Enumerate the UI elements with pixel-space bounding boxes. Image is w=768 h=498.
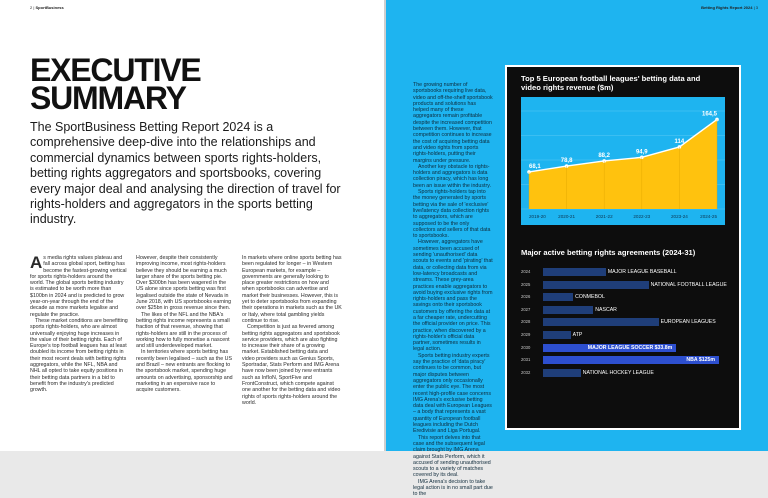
bar-row bbox=[521, 268, 725, 276]
x-tick-label: 2021-22 bbox=[595, 214, 613, 219]
bar-row bbox=[521, 293, 725, 301]
x-tick-label: 2022-23 bbox=[633, 214, 651, 219]
right-para: This report delves into that case and the subsequent legal claim brought by IMG Arena against Stats Perform, which it accused of sending unauthorised scouts to a variety of matches covered by its deal. bbox=[413, 434, 491, 479]
right-para: Another key obstacle to rights-holders and aggregators is data collection piracy, which has long been an issue within the industry. bbox=[413, 163, 491, 189]
agreement-bar bbox=[543, 281, 649, 289]
col2-para: However, despite their consistently improving income, most rights-holders believe they should be earning a much larger share of the sports betting pie. Over $300bn has been wagered in the US alone since sports betting was first legalised outside the state of Nevada in June 2018, with US sportsbooks earning over $25bn in gross revenue since then. bbox=[136, 255, 232, 312]
line-chart-title: Top 5 European football leagues' betting data and video rights revenue ($m) bbox=[521, 74, 701, 92]
col1-para: These market conditions are benefitting sports rights-holders, who are almost universally enjoying huge increases in the value of their betting rights. Each of Europe's top football leagues has at least doubled its income from betting rights in their most recent deals with betting rights aggregators, while the NFL, NBA and NHL all opted to take equity positions in their betting data partners in a bid to benefit from the industry's predicted growth. bbox=[30, 317, 128, 394]
body-column-1 bbox=[30, 255, 128, 440]
left-page-number: 2 bbox=[30, 5, 33, 10]
body-column-2 bbox=[136, 255, 234, 440]
data-label: 78,8 bbox=[560, 158, 573, 165]
col3-para: In markets where online sports betting has been regulated for longer – in Western European markets, for example – governments are generally looking to place greater restrictions on how and when sportsbooks can advertise and market their businesses. However, this is yet to deter sportsbooks from expanding their operations in markets such as the UK or Italy, where total gambling yields continue to rise. bbox=[242, 255, 342, 324]
page-title bbox=[30, 52, 201, 116]
bar-year-label: 2027 bbox=[521, 306, 531, 312]
data-label: 88,2 bbox=[598, 152, 611, 159]
data-label: 164,5 bbox=[701, 111, 717, 118]
agreement-label: NATIONAL HOCKEY LEAGUE bbox=[582, 369, 654, 376]
x-tick-label: 2024-25 bbox=[700, 214, 717, 219]
right-para: However, aggregators have sometimes been accused of sending 'unauthorised' data scouts to events and 'pirating' that data, or collecting data from via low-latency broadcasts and streams. These grey-area practices enable aggregators to avoid buying exclusive rights from rights-holders and pass the savings onto their sportsbook customers by offering the data at a far cheaper rate, undercutting the official provider on price. This practice, when discovered by a rights-holder's official data partner, sometimes results in legal action. bbox=[413, 239, 493, 353]
right-page-header: Betting Rights Report 2024 | 3 bbox=[701, 5, 758, 10]
agreement-bar bbox=[543, 356, 719, 364]
bar-row bbox=[521, 281, 725, 289]
bar-year-label: 2028 bbox=[521, 319, 531, 325]
left-page-header: 2 | SportBusiness bbox=[30, 5, 64, 10]
right-para: Sports betting industry experts say the practice of 'data piracy' continues to be common, but major disputes between aggregators only occasionally enter the public eye. The most recent high-profile case concerns IMG Arena's exclusive betting data deal with European Leagues – a body that represents a vast quantity of European football leagues including the Dutch Eredivisie and Liga Portugal. bbox=[413, 352, 492, 435]
bar-row bbox=[521, 369, 725, 377]
intro-paragraph: The SportBusiness Betting Report 2024 is a comprehensive deep-dive into the relationships and commercial dynamics between sports rights-holders, betting rights aggregators and sportsbooks, covering every major deal and analysing the direction of travel for rights-holders and aggregators in the sports betting industry. bbox=[30, 120, 341, 227]
right-para: Sports rights-holders tap into the money generated by sports betting via the sale of 'exclusive' live/latency data collection rights to aggregators, which are supposed to be the only collectors and sellers of that data to sportsbooks. bbox=[413, 189, 491, 240]
body-column-3 bbox=[242, 255, 342, 440]
agreement-bar bbox=[543, 293, 573, 301]
brand-name: SportBusiness bbox=[35, 5, 64, 10]
drop-cap: A bbox=[30, 253, 43, 272]
agreement-bar bbox=[543, 369, 581, 377]
bar-year-label: 2024 bbox=[521, 269, 531, 274]
bar-row bbox=[521, 356, 725, 364]
bar-year-label: 2025 bbox=[521, 281, 531, 287]
data-label: 68,1 bbox=[529, 163, 541, 170]
agreement-label: NATIONAL FOOTBALL LEAGUE bbox=[650, 281, 727, 288]
right-body-column bbox=[413, 82, 493, 498]
x-tick-label: 2019-20 bbox=[529, 214, 546, 219]
revenue-area-chart bbox=[521, 97, 725, 225]
bar-row bbox=[521, 306, 725, 314]
agreement-bar bbox=[543, 331, 571, 339]
x-tick-label: 2023-24 bbox=[670, 214, 688, 219]
bar-year-label: 2029 bbox=[521, 332, 531, 337]
agreement-bar bbox=[543, 318, 659, 326]
revenue-area bbox=[529, 119, 717, 209]
agreement-label: NASCAR bbox=[595, 306, 617, 313]
data-label: 94,9 bbox=[635, 149, 648, 156]
bar-year-label: 2031 bbox=[521, 357, 531, 363]
x-tick-label: 2020-21 bbox=[558, 214, 576, 219]
agreement-bar bbox=[543, 268, 606, 276]
bar-year-label: 2026 bbox=[521, 294, 531, 300]
agreement-bar bbox=[543, 306, 593, 314]
bar-row bbox=[521, 331, 725, 339]
col1-para: As media rights values plateau and fall across global sport, betting has become the fastest-growing vertical for sports rights-holders around the world. The global sports betting industry is estimated to be worth more than $100bn in 2024 and is predicted to grow year-on-year through the end of the decade as more markets legalise and regulate the practice. bbox=[30, 253, 127, 318]
title-line-2: SUMMARY bbox=[30, 80, 186, 116]
title-line-1: EXECUTIVE bbox=[30, 52, 201, 88]
data-label: 114 bbox=[674, 138, 685, 145]
bar-year-label: 2030 bbox=[521, 344, 531, 350]
bar-row bbox=[521, 318, 725, 326]
right-page-number: 3 bbox=[755, 5, 758, 10]
agreement-label: CONMEBOL bbox=[575, 294, 605, 301]
bar-chart-title: Major active betting rights agreements (2024-31) bbox=[521, 248, 696, 257]
agreement-label: MAJOR LEAGUE SOCCER $33.8m bbox=[587, 344, 673, 351]
right-para: The growing number of sportsbooks requiring live data, video and off-the-shelf sportsbook products and solutions has helped many of these aggregators remain profitable despite the increased competition between them. However, that competition continues to increase the cost of acquiring betting data and video rights from sports rights-holders, putting their margins under pressure. bbox=[413, 82, 493, 164]
agreement-label: NBA $125m bbox=[686, 357, 715, 364]
agreement-label: MAJOR LEAGUE BASEBALL bbox=[607, 269, 677, 275]
agreement-bar bbox=[543, 344, 676, 352]
col3-para: Competition is just as fevered among betting rights aggregators and sportsbook service providers, which are also fighting to increase their share of a growing market. Established betting data and video providers such as Genius Sports, Sportradar, Stats Perform and IMG Arena have now been joined by new entrants such as InfIoN, SportFive and FrontConstruct, which compete against one another for the betting data and video rights of sports rights-holders around the world. bbox=[242, 324, 341, 406]
agreement-label: EUROPEAN LEAGUES bbox=[660, 319, 716, 326]
bar-row bbox=[521, 344, 725, 352]
right-para: IMG Arena's decision to take legal action is in no small part due to the bbox=[413, 478, 493, 498]
col2-para: In territories where sports betting has recently been legalised – such as the US and Brazil – new entrants are flocking to the sportsbook market, spending huge amounts on advertising, sponsorship and marketing in an expensive race to acquire customers. bbox=[136, 349, 233, 394]
report-title: Betting Rights Report 2024 bbox=[701, 5, 753, 10]
bar-year-label: 2032 bbox=[521, 369, 531, 375]
agreements-bar-chart bbox=[521, 268, 725, 388]
agreement-label: ATP bbox=[572, 332, 583, 338]
col2-para: The likes of the NFL and the NBA's betting rights income represents a small fraction of that revenue, showing that rights-holders are still in the process of working how to fully monetise a nascent and still underdeveloped market. bbox=[136, 311, 230, 350]
